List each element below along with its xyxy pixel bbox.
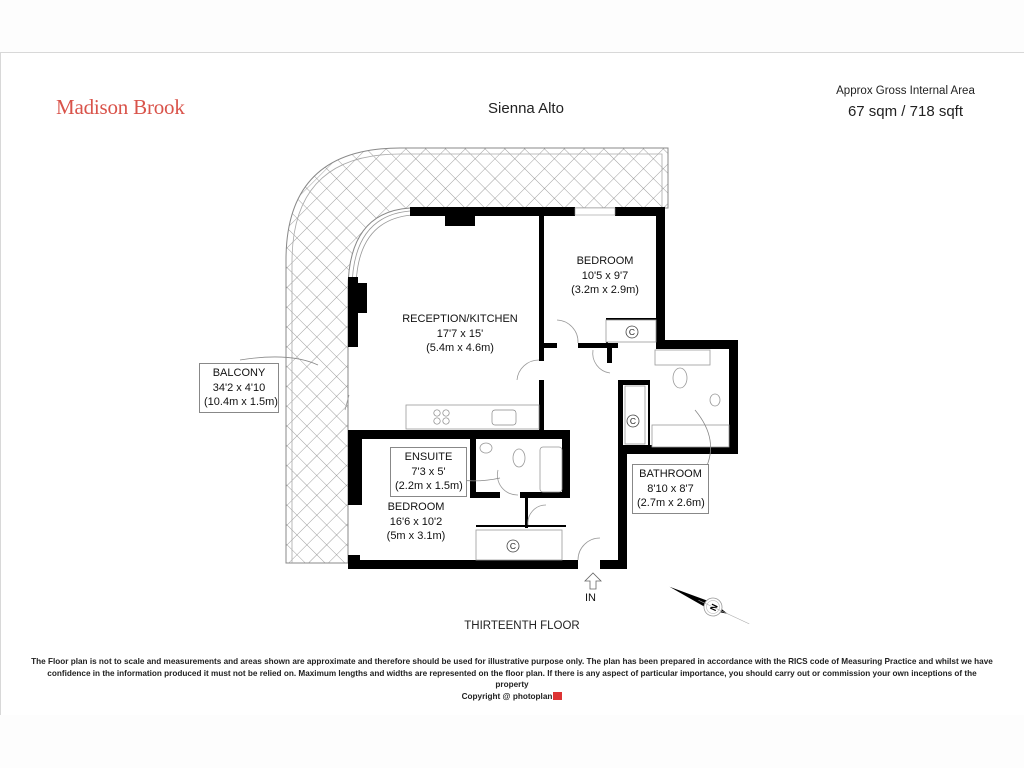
photoplan-icon bbox=[553, 692, 562, 700]
copyright bbox=[30, 691, 994, 703]
brand-logo: Madison Brook bbox=[56, 95, 185, 119]
room-name: BEDROOM bbox=[576, 255, 634, 267]
disclaimer bbox=[30, 656, 994, 702]
room-size-metric: (10.4m x 1.5m) bbox=[204, 396, 278, 408]
room-size-imperial: 10'5 x 9'7 bbox=[581, 269, 629, 282]
room-balcony bbox=[199, 363, 279, 413]
fixtures bbox=[476, 320, 729, 560]
property-title: Sienna Alto bbox=[488, 100, 564, 117]
room-size-imperial: 34'2 x 4'10 bbox=[212, 381, 266, 394]
room-size-imperial: 8'10 x 8'7 bbox=[647, 482, 694, 495]
kitchen-counter bbox=[406, 405, 539, 429]
room-size-metric: (2.7m x 2.6m) bbox=[637, 497, 705, 509]
room-bedroom-1 bbox=[560, 254, 650, 298]
room-name: BEDROOM bbox=[387, 501, 445, 513]
gross-area-value: 67 sqm / 718 sqft bbox=[847, 103, 964, 120]
room-size-metric: (5m x 3.1m) bbox=[386, 530, 446, 542]
entrance-label: IN bbox=[585, 592, 596, 604]
cupboard-c-1: C bbox=[628, 327, 636, 337]
floor-label: THIRTEENTH FLOOR bbox=[464, 620, 580, 632]
disclaimer-line-2: confidence in the information produced it must not be relied on. Maximum lengths and widths are represented on the floor plan. If there is any aspect of particular importance, you should carry out or commission your own inceptions of the property bbox=[47, 668, 977, 689]
room-name: RECEPTION/KITCHEN bbox=[402, 313, 518, 325]
room-size-imperial: 17'7 x 15' bbox=[436, 327, 484, 340]
room-bedroom-2 bbox=[380, 500, 452, 544]
cupboard-c-3: C bbox=[509, 541, 517, 551]
room-name: BATHROOM bbox=[639, 468, 702, 480]
room-size-imperial: 16'6 x 10'2 bbox=[389, 515, 443, 528]
entrance-arrow-icon bbox=[585, 573, 601, 589]
room-size-metric: (5.4m x 4.6m) bbox=[426, 342, 494, 354]
room-size-metric: (3.2m x 2.9m) bbox=[571, 284, 639, 296]
copyright-text: Copyright @ bbox=[461, 691, 511, 701]
room-size-metric: (2.2m x 1.5m) bbox=[395, 480, 463, 492]
room-ensuite bbox=[390, 447, 467, 497]
disclaimer-line-1: The Floor plan is not to scale and measurements and areas shown are approximate and therefore should be used for illustrative purpose only. The plan has been prepared in accordance with the RICS code of Measuring Practice and whilst we have bbox=[31, 657, 993, 666]
room-name: ENSUITE bbox=[404, 451, 453, 463]
room-size-imperial: 7'3 x 5' bbox=[411, 465, 446, 478]
compass-north-label: N bbox=[708, 602, 720, 613]
room-bathroom bbox=[632, 464, 709, 514]
cupboard-c-2: C bbox=[629, 416, 637, 426]
room-name: BALCONY bbox=[212, 367, 266, 379]
photoplan-logo: photoplan bbox=[512, 691, 553, 701]
room-reception-kitchen bbox=[395, 312, 525, 356]
gross-area-label: Approx Gross Internal Area bbox=[836, 85, 975, 97]
